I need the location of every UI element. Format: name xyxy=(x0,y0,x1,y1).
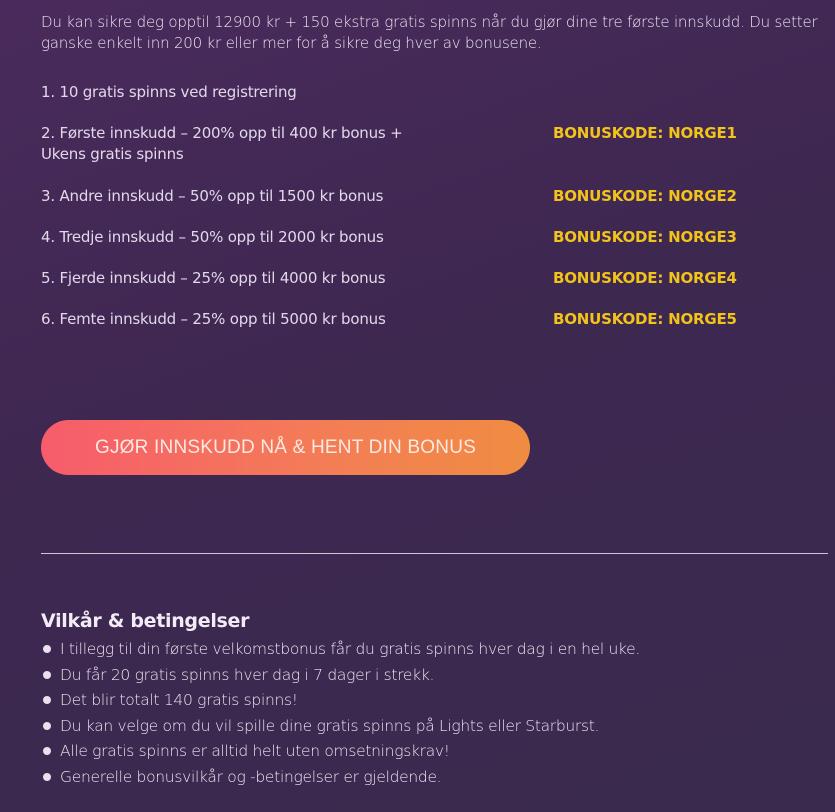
terms-item xyxy=(41,637,821,663)
terms-item-text: Du kan velge om du vil spille dine gratis spinns på Lights eller Starburst. xyxy=(60,716,600,735)
terms-item-text: Alle gratis spinns er alltid helt uten omsetningskrav! xyxy=(60,742,450,760)
terms-item xyxy=(41,765,821,791)
bonus-code: BONUSKODE: NORGE3 xyxy=(553,228,737,246)
deposit-bonus-button[interactable]: GJØR INNSKUDD NÅ & HENT DIN BONUS xyxy=(41,420,530,475)
bullet-icon xyxy=(43,722,51,730)
bullet-icon xyxy=(43,645,51,653)
terms-item xyxy=(41,663,821,689)
terms-item-text: Generelle bonusvilkår og -betingelser er gjeldende. xyxy=(60,767,442,786)
terms-item xyxy=(41,739,821,765)
bonus-description: 2. Første innskudd – 200% opp til 400 kr bonus + Ukens gratis spinns xyxy=(41,124,403,163)
bonus-description: 3. Andre innskudd – 50% opp til 1500 kr bonus xyxy=(41,187,384,205)
terms-list xyxy=(41,637,821,790)
bonus-code: BONUSKODE: NORGE5 xyxy=(553,310,737,328)
bonus-code: BONUSKODE: NORGE4 xyxy=(553,269,737,287)
terms-item-text: Det blir totalt 140 gratis spinns! xyxy=(60,691,298,709)
bullet-icon xyxy=(43,747,51,755)
intro-text: Du kan sikre deg opptil 12900 kr + 150 ekstra gratis spinns når du gjør dine tre første innskudd. Du setter ganske enkelt inn 200 kr eller mer for å sikre deg hver av bonusene. xyxy=(41,13,818,52)
bonus-code: BONUSKODE: NORGE1 xyxy=(553,124,737,142)
bonus-description: 6. Femte innskudd – 25% opp til 5000 kr bonus xyxy=(41,310,386,328)
terms-title: Vilkår & betingelser xyxy=(41,610,250,632)
bullet-icon xyxy=(43,696,51,704)
terms-item xyxy=(41,688,821,714)
terms-item-text: Du får 20 gratis spinns hver dag i 7 dager i strekk. xyxy=(60,665,435,684)
bullet-icon xyxy=(43,671,51,679)
terms-item-text: I tillegg til din første velkomstbonus får du gratis spinns hver dag i en hel uke. xyxy=(60,640,641,658)
terms-item xyxy=(41,714,821,740)
bonus-description: 1. 10 gratis spinns ved registrering xyxy=(41,83,297,101)
bonus-code: BONUSKODE: NORGE2 xyxy=(553,187,737,205)
bullet-icon xyxy=(43,773,51,781)
section-divider xyxy=(41,553,828,554)
bonus-description: 4. Tredje innskudd – 50% opp til 2000 kr bonus xyxy=(41,228,384,246)
bonus-description: 5. Fjerde innskudd – 25% opp til 4000 kr bonus xyxy=(41,269,386,287)
